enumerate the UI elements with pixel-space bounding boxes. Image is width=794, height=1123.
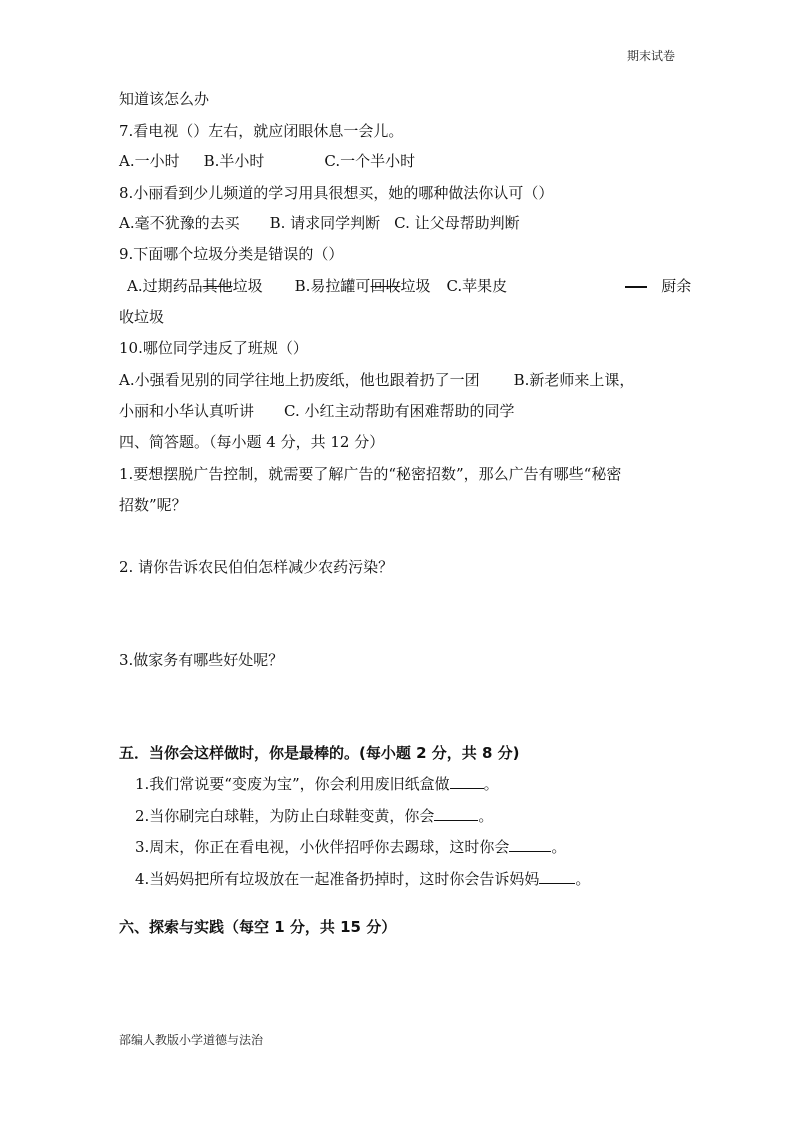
period: 。: [575, 870, 591, 888]
question-10-options: [119, 370, 634, 390]
option-b: B. 请求同学判断: [269, 214, 381, 232]
option-c-part2: 厨余: [661, 277, 692, 295]
period: 。: [478, 807, 494, 825]
section-5-heading: 五．当你会这样做时，你是最棒的。(每小题 2 分，共 8 分): [119, 744, 520, 762]
dash-mark: [625, 286, 647, 288]
answer-blank[interactable]: [434, 806, 478, 821]
option-c: C.一个半小时: [324, 152, 416, 170]
option-c-part1: C.苹果皮: [446, 277, 508, 295]
short-answer-1-line2: 招数”呢？: [119, 496, 187, 514]
fill-in-2: [135, 806, 493, 826]
option-b-part3: 垃圾: [400, 277, 431, 295]
option-b-part1: B.易拉罐可: [294, 277, 371, 295]
option-a-part3: 垃圾: [232, 277, 263, 295]
option-b-strike: 回收: [370, 277, 401, 295]
question-7: 7.看电视（）左右，就应闭眼休息一会儿。: [119, 122, 404, 140]
continued-text: 知道该怎么办: [119, 90, 210, 108]
question-10: 10.哪位同学违反了班规（）: [119, 339, 308, 357]
option-b-continued: 小丽和小华认真听讲: [119, 402, 255, 420]
section-6-heading: 六、探索与实践（每空 1 分，共 15 分）: [119, 918, 397, 936]
fill-in-1-text: 1.我们常说要“变废为宝”，你会利用废旧纸盒做: [135, 775, 450, 793]
option-a: A.一小时: [119, 152, 180, 170]
fill-in-4: [135, 869, 590, 889]
answer-blank[interactable]: [539, 869, 575, 884]
section-4-heading: 四、简答题。（每小题 4 分，共 12 分）: [119, 433, 385, 451]
question-10-options-continued: [119, 401, 515, 421]
period: 。: [483, 775, 499, 793]
question-8: 8.小丽看到少儿频道的学习用具很想买，她的哪种做法你认可（）: [119, 184, 554, 202]
short-answer-1-line1: 1.要想摆脱广告控制，就需要了解广告的“秘密招数”，那么广告有哪些“秘密: [119, 465, 622, 483]
question-9-continued: 收垃圾: [119, 308, 165, 326]
question-8-options: [119, 213, 520, 233]
option-a-part1: A.过期药品: [127, 277, 203, 295]
fill-in-1: [135, 774, 499, 794]
option-a: A.毫不犹豫的去买: [119, 214, 240, 232]
fill-in-3: [135, 837, 566, 857]
page-footer: 部编人教版小学道德与法治: [119, 1033, 264, 1047]
answer-blank[interactable]: [509, 837, 551, 852]
question-7-options: [119, 151, 415, 171]
short-answer-2: 2. 请你告诉农民伯伯怎样减少农药污染？: [119, 558, 394, 576]
option-b: B.新老师来上课，: [513, 371, 635, 389]
fill-in-2-text: 2.当你刷完白球鞋，为防止白球鞋变黄，你会: [135, 807, 435, 825]
fill-in-3-text: 3.周末，你正在看电视，小伙伴招呼你去踢球，这时你会: [135, 838, 510, 856]
answer-blank[interactable]: [450, 774, 484, 789]
short-answer-3: 3.做家务有哪些好处呢？: [119, 651, 284, 669]
question-9-options: [127, 276, 691, 296]
page-header: 期末试卷: [626, 49, 675, 63]
option-c: C. 让父母帮助判断: [394, 214, 520, 232]
fill-in-4-text: 4.当妈妈把所有垃圾放在一起准备扔掉时，这时你会告诉妈妈: [135, 870, 540, 888]
option-a: A.小强看见别的同学往地上扔废纸，他也跟着扔了一团: [119, 371, 480, 389]
period: 。: [551, 838, 567, 856]
option-c: C. 小红主动帮助有困难帮助的同学: [284, 402, 515, 420]
option-a-strike: 其他: [202, 277, 233, 295]
option-b: B.半小时: [203, 152, 265, 170]
question-9: 9.下面哪个垃圾分类是错误的（）: [119, 245, 344, 263]
